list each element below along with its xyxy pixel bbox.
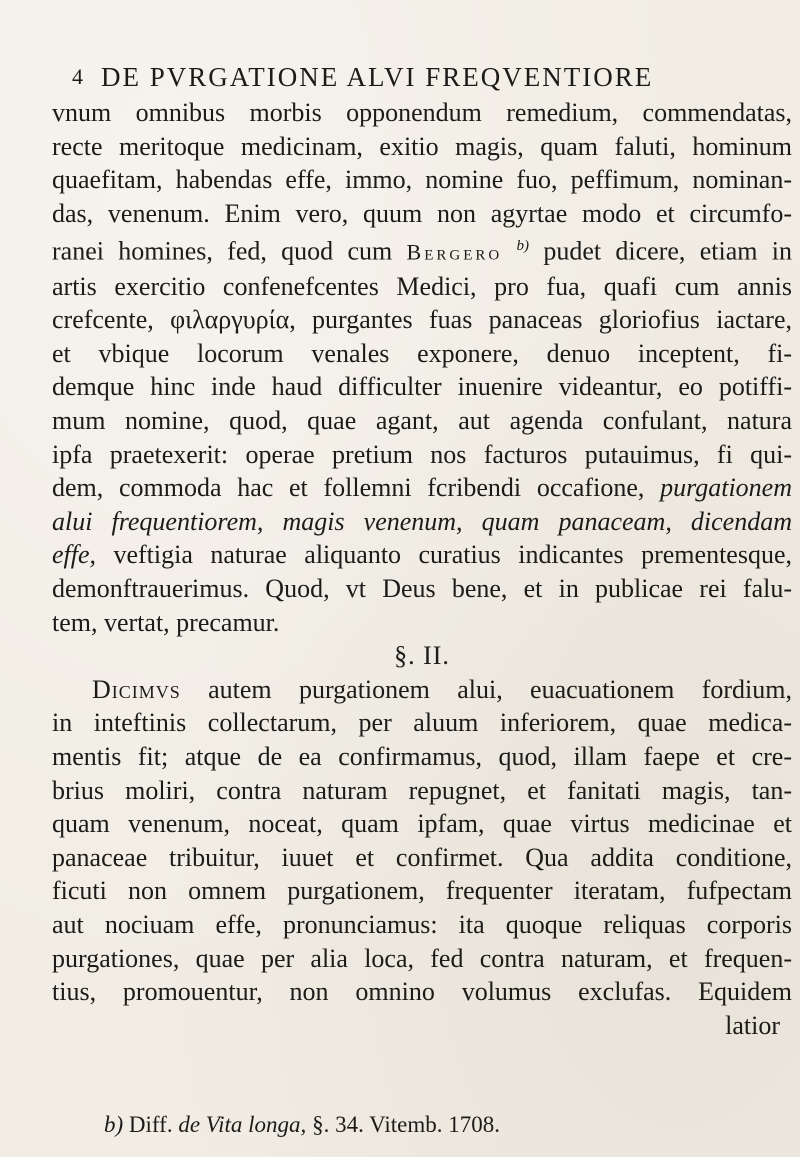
text-line: et vbique locorum venales exponere, denuo inceptent, fi-: [52, 338, 792, 368]
text-line: artis exercitio confenefcentes Medici, pro fua, quafi cum annis: [52, 271, 792, 301]
thesis-emphasis: alui frequentiorem, magis venenum, quam panaceam, dicendam: [52, 506, 792, 536]
text-line: Dicimvs autem purgationem alui, euacuationem fordium,: [92, 674, 792, 704]
text-line: ficuti non omnem purgationem, frequenter iteratam, fufpectam: [52, 876, 792, 906]
footnote-title: de Vita longa,: [178, 1112, 307, 1137]
text-line: tem, vertat, precamur.: [52, 607, 280, 637]
author-name: Bergero: [406, 240, 503, 266]
text-line: panaceae tribuitur, iuuet et confirmet. Qua addita conditione,: [52, 842, 792, 872]
text-line: mentis fit; atque de ea confirmamus, quod, illam faepe et cre-: [52, 741, 792, 771]
text-line: demonftrauerimus. Quod, vt Deus bene, et in publicae rei falu-: [52, 573, 792, 603]
text-line: quam venenum, noceat, quam ipfam, quae virtus medicinae et: [52, 809, 792, 839]
thesis-emphasis: purgationem: [660, 473, 792, 503]
text-line: dem, commoda hac et follemni fcribendi occafione, purgationem: [52, 473, 792, 503]
catchword: latior: [725, 1010, 780, 1040]
thesis-emphasis: effe,: [52, 540, 97, 570]
text-line: [52, 505, 792, 539]
running-title: DE PVRGATIONE ALVI FREQVENTIORE: [101, 62, 654, 92]
text-line: demque hinc inde haud difficulter inuenire videantur, eo potiffi-: [52, 372, 792, 402]
text-line: brius moliri, contra naturam repugnet, et fanitati magis, tan-: [52, 775, 792, 805]
footnote-reference: b): [516, 238, 530, 255]
footnote-mark: b): [104, 1112, 124, 1137]
page-number: 4: [72, 64, 85, 89]
text-line: crefcente, φιλαργυρία, purgantes fuas panaceas gloriofius iactare,: [52, 305, 792, 335]
text-line: ipfa praetexerit: operae pretium nos facturos putauimus, fi qui-: [52, 439, 792, 469]
opening-word: Dicimvs: [92, 674, 181, 704]
text-line: tius, promouentur, non omnino volumus exclufas. Equidem: [52, 977, 792, 1007]
footnote: b) Diff. de Vita longa, §. 34. Vitemb. 1708.: [104, 1112, 501, 1137]
text-line: purgationes, quae per alia loca, fed contra naturam, et frequen-: [52, 943, 792, 973]
body-text: [52, 96, 792, 1042]
section-heading: §. II.: [394, 641, 450, 671]
text-line: quaefitam, habendas effe, immo, nomine fuo, peffimum, nominan-: [52, 165, 792, 195]
text-line: effe, veftigia naturae aliquanto curatius indicantes prementesque,: [52, 540, 792, 570]
text-line: in inteftinis collectarum, per aluum inferiorem, quae medica-: [52, 708, 792, 738]
text-line: recte meritoque medicinam, exitio magis, quam faluti, hominum: [52, 131, 792, 161]
running-header: [72, 62, 772, 98]
text-line: das, venenum. Enim vero, quum non agyrtae modo et circumfo-: [52, 198, 792, 228]
text-line: vnum omnibus morbis opponendum remedium, commendatas,: [52, 98, 792, 127]
text-line: aut nociuam effe, pronunciamus: ita quoque reliquas corporis: [52, 909, 792, 939]
text-line: mum nomine, quod, quae agant, aut agenda confulant, natura: [52, 406, 792, 435]
text-line: ranei homines, fed, quod cum Bergero $^{b)}$ pudet dicere, etiam in: [52, 237, 792, 267]
